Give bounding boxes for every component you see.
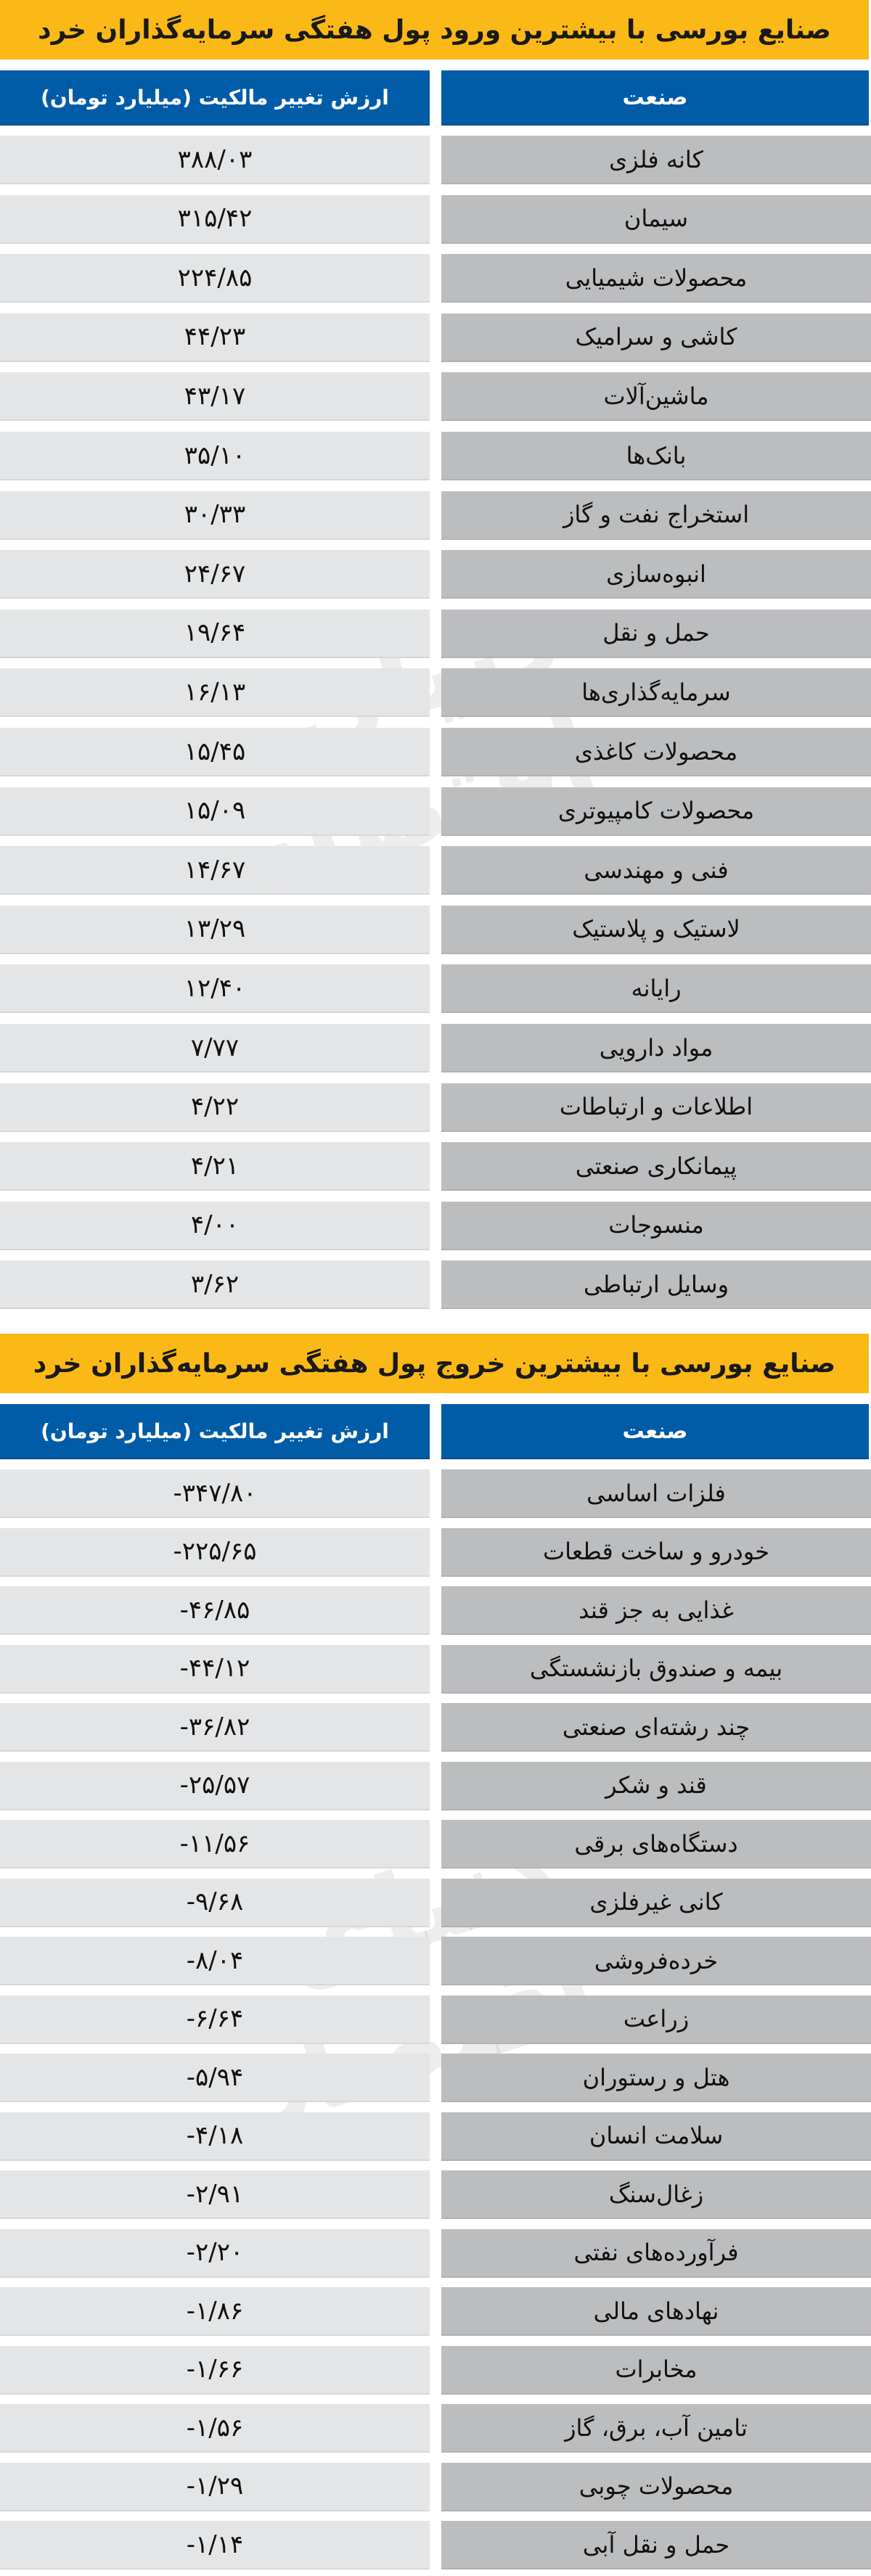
table-row [0,2287,871,2336]
industry-cell: رایانه [441,964,871,1013]
outflow-header-industry: صنعت [441,1404,869,1459]
industry-cell: خودرو و ساخت قطعات [441,1528,871,1577]
industry-cell: نهادهای مالی [441,2287,871,2336]
table-row [0,1645,871,1694]
table-row [0,1762,871,1810]
industry-cell: محصولات کاغذی [441,728,871,776]
value-cell: -۲۵/۵۷ [0,1762,430,1810]
industry-cell: خرده‌فروشی [441,1937,871,1985]
table-row [0,906,871,954]
industry-cell: منسوجات [441,1202,871,1250]
table-row [0,1024,871,1072]
value-cell: -۲۲۵/۶۵ [0,1528,430,1577]
table-row [0,136,871,184]
table-row [0,2404,871,2453]
value-cell: ۱۶/۱۳ [0,668,430,717]
industry-cell: قند و شکر [441,1762,871,1810]
value-cell: -۶/۶۴ [0,1995,430,2044]
inflow-header-industry: صنعت [441,70,869,126]
inflow-header-value: ارزش تغییر مالکیت (میلیارد تومان) [0,70,430,126]
value-cell: -۱/۵۶ [0,2404,430,2453]
value-cell: ۴/۰۰ [0,1202,430,1250]
industry-cell: سیمان [441,195,871,244]
industry-cell: محصولات شیمیایی [441,254,871,303]
value-cell: ۴۴/۲۳ [0,313,430,362]
industry-cell: حمل و نقل آبی [441,2521,871,2569]
industry-cell: حمل و نقل [441,610,871,658]
inflow-table-title: صنایع بورسی با بیشترین ورود پول هفتگی سرمایه‌گذاران خرد [0,0,869,60]
table-row [0,1469,871,1518]
value-cell: -۱/۶۶ [0,2346,430,2395]
industry-cell: کانی غیرفلزی [441,1879,871,1927]
table-row [0,1820,871,1869]
value-cell: -۸/۰۴ [0,1937,430,1985]
table-row [0,668,871,717]
value-cell: -۳۴۷/۸۰ [0,1469,430,1518]
table-row [0,1260,871,1309]
value-cell: ۲۲۴/۸۵ [0,254,430,303]
table-row [0,787,871,836]
industry-cell: سرمایه‌گذاری‌ها [441,668,871,717]
table-row [0,1937,871,1985]
value-cell: -۱/۲۹ [0,2463,430,2511]
industry-cell: محصولات چوبی [441,2463,871,2511]
value-cell: ۴/۲۲ [0,1083,430,1132]
table-row [0,1586,871,1635]
value-cell: -۴/۱۸ [0,2112,430,2161]
industry-cell: پیمانکاری صنعتی [441,1142,871,1191]
value-cell: ۴۳/۱۷ [0,372,430,421]
value-cell: ۱۵/۰۹ [0,787,430,836]
value-cell: ۴/۲۱ [0,1142,430,1191]
table-row [0,313,871,362]
value-cell: ۳۸۸/۰۳ [0,136,430,184]
value-cell: ۱۵/۴۵ [0,728,430,776]
outflow-table-title: صنایع بورسی با بیشترین خروج پول هفتگی سرمایه‌گذاران خرد [0,1334,869,1393]
table-row [0,1142,871,1191]
table-row [0,2229,871,2278]
value-cell: -۲/۹۱ [0,2170,430,2219]
industry-cell: استخراج نفت و گاز [441,491,871,540]
value-cell: ۱۴/۶۷ [0,846,430,895]
table-row [0,372,871,421]
outflow-header-value: ارزش تغییر مالکیت (میلیارد تومان) [0,1404,430,1459]
value-cell: -۲/۲۰ [0,2229,430,2278]
table-row [0,2463,871,2511]
table-row [0,550,871,599]
industry-cell: دستگاه‌های برقی [441,1820,871,1869]
value-cell: ۳۰/۳۳ [0,491,430,540]
industry-cell: هتل و رستوران [441,2054,871,2102]
table-row [0,1879,871,1927]
table-row [0,2054,871,2102]
industry-cell: کانه فلزی [441,136,871,184]
industry-cell: ماشین‌آلات [441,372,871,421]
value-cell: -۴۴/۱۲ [0,1645,430,1694]
value-cell: -۱۱/۵۶ [0,1820,430,1869]
industry-cell: بیمه و صندوق بازنشستگی [441,1645,871,1694]
industry-cell: اطلاعات و ارتباطات [441,1083,871,1132]
table-row [0,1703,871,1752]
industry-cell: انبوه‌سازی [441,550,871,599]
table-row [0,2112,871,2161]
industry-cell: فلزات اساسی [441,1469,871,1518]
industry-cell: بانک‌ها [441,432,871,480]
table-row [0,1083,871,1132]
industry-cell: چند رشته‌ای صنعتی [441,1703,871,1752]
value-cell: ۳۱۵/۴۲ [0,195,430,244]
table-row [0,254,871,303]
table-row [0,1202,871,1250]
table-row [0,2521,871,2569]
value-cell: -۹/۶۸ [0,1879,430,1927]
industry-cell: فرآورده‌های نفتی [441,2229,871,2278]
table-row [0,195,871,244]
table-row [0,491,871,540]
value-cell: ۱۳/۲۹ [0,906,430,954]
table-row [0,610,871,658]
table-row [0,964,871,1013]
value-cell: -۱/۸۶ [0,2287,430,2336]
value-cell: -۴۶/۸۵ [0,1586,430,1635]
industry-cell: تامین آب، برق، گاز [441,2404,871,2453]
value-cell: ۱۲/۴۰ [0,964,430,1013]
value-cell: ۳/۶۲ [0,1260,430,1309]
industry-cell: فنی و مهندسی [441,846,871,895]
industry-cell: سلامت انسان [441,2112,871,2161]
table-row [0,1995,871,2044]
table-row [0,1528,871,1577]
industry-cell: مواد دارویی [441,1024,871,1072]
table-row [0,2170,871,2219]
table-row [0,846,871,895]
value-cell: -۳۶/۸۲ [0,1703,430,1752]
value-cell: ۲۴/۶۷ [0,550,430,599]
table-row [0,2346,871,2395]
industry-cell: غذایی به جز قند [441,1586,871,1635]
value-cell: -۱/۱۴ [0,2521,430,2569]
value-cell: ۷/۷۷ [0,1024,430,1072]
table-row [0,728,871,776]
industry-cell: کاشی و سرامیک [441,313,871,362]
industry-cell: زغال‌سنگ [441,2170,871,2219]
industry-cell: محصولات کامپیوتری [441,787,871,836]
value-cell: -۵/۹۴ [0,2054,430,2102]
value-cell: ۱۹/۶۴ [0,610,430,658]
industry-cell: وسایل ارتباطی [441,1260,871,1309]
table-row [0,432,871,480]
industry-cell: لاستیک و پلاستیک [441,906,871,954]
industry-cell: زراعت [441,1995,871,2044]
value-cell: ۳۵/۱۰ [0,432,430,480]
industry-cell: مخابرات [441,2346,871,2395]
